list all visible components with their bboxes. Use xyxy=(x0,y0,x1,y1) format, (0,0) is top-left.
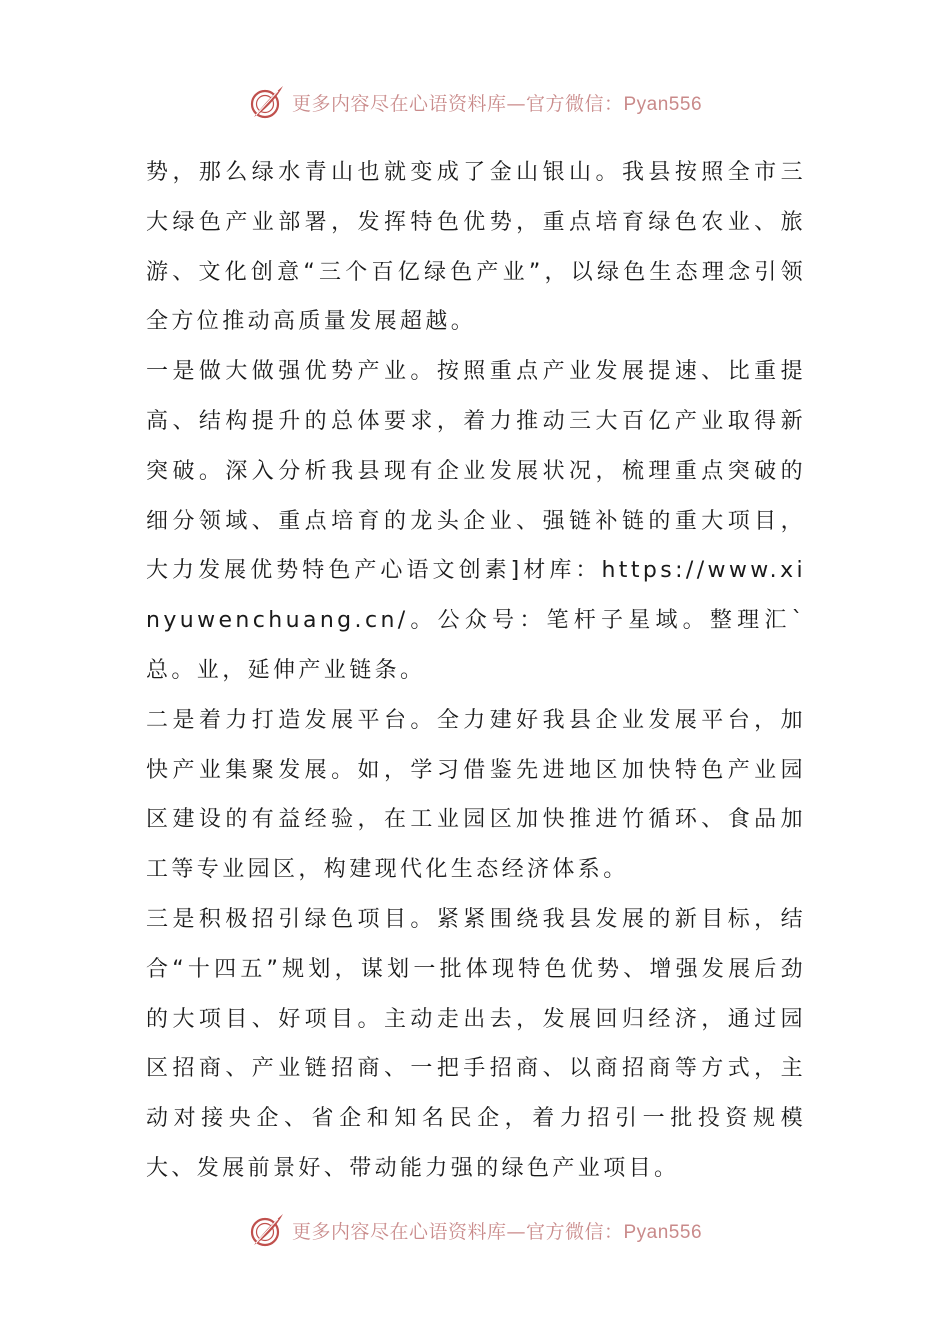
header-banner-slogan: 更多内容尽在心语资料库—官方微信： xyxy=(291,92,624,115)
header-wechat-id: Pyan556 xyxy=(623,93,703,115)
quill-pen-logo-icon xyxy=(248,1211,286,1249)
footer-banner xyxy=(0,1210,950,1250)
document-body xyxy=(146,148,806,1194)
paragraph-3: 二是着力打造发展平台。全力建好我县企业发展平台，加快产业集聚发展。如，学习借鉴先进地区加快特色产业园区建设的有益经验，在工业园区加快推进竹循环、食品加工等专业园区，构建现代化生态经济体系。 xyxy=(146,707,806,883)
footer-banner-text xyxy=(292,1217,702,1244)
footer-wechat-id: Pyan556 xyxy=(623,1221,703,1243)
header-banner xyxy=(0,82,950,122)
paragraph-1: 势，那么绿水青山也就变成了金山银山。我县按照全市三大绿色产业部署，发挥特色优势，重点培育绿色农业、旅游、文化创意“三个百亿绿色产业”，以绿色生态理念引领全方位推动高质量发展超越。 xyxy=(146,160,806,335)
quill-pen-logo-icon xyxy=(248,83,286,121)
paragraph-4: 三是积极招引绿色项目。紧紧围绕我县发展的新目标，结合“十四五”规划，谋划一批体现特色优势、增强发展后劲的大项目、好项目。主动走出去，发展回归经济，通过园区招商、产业链招商、一把手招商、以商招商等方式，主动对接央企、省企和知名民企，着力招引一批投资规模大、发展前景好、带动能力强的绿色产业项目。 xyxy=(146,906,806,1181)
header-banner-text xyxy=(292,89,702,116)
paragraph-2: 一是做大做强优势产业。按照重点产业发展提速、比重提高、结构提升的总体要求，着力推动三大百亿产业取得新突破。深入分析我县现有企业发展状况，梳理重点突破的细分领域、重点培育的龙头企业、强链补链的重大项目，大力发展优势特色产心语文创素]材库：https://www.xinyuwenchuang.cn/。公众号：笔杆子星域。整理汇`总。业，延伸产业链条。 xyxy=(146,359,806,683)
footer-banner-slogan: 更多内容尽在心语资料库—官方微信： xyxy=(291,1220,624,1243)
